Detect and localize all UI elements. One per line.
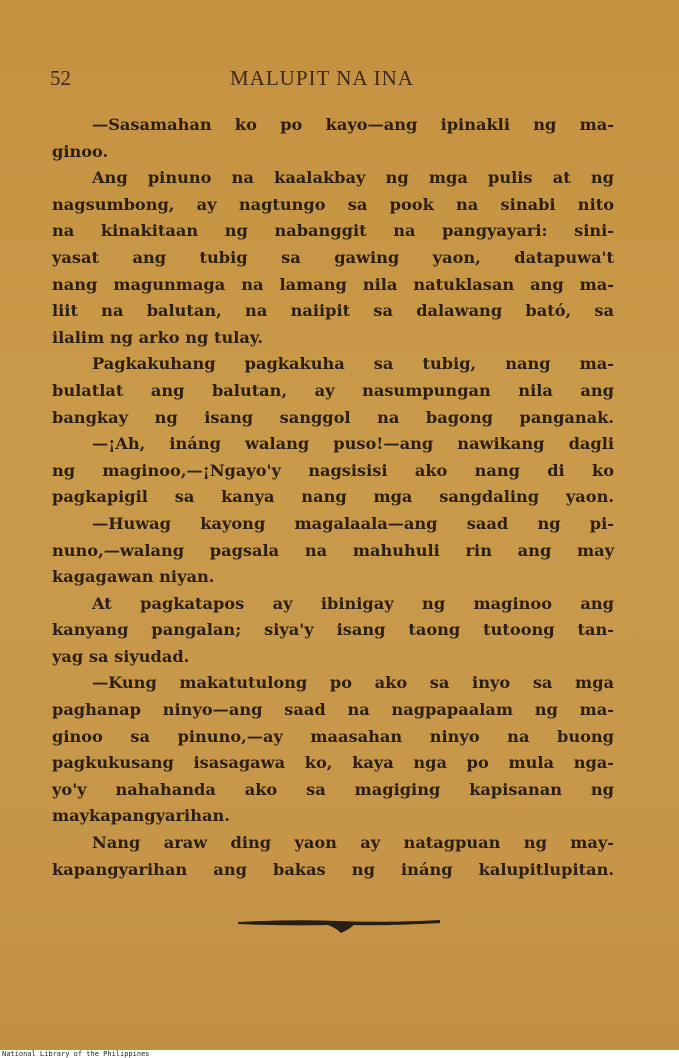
text-line: —Huwag kayong magalaala—ang saad ng pi- — [92, 513, 614, 533]
page-header — [50, 66, 640, 98]
text-line: Pagkakuhang pagkakuha sa tubig, nang ma- — [92, 354, 614, 374]
text-line: nagsumbong, ay nagtungo sa pook na sinabi nito — [52, 194, 614, 214]
text-line: —Kung makatutulong po ako sa inyo sa mga — [92, 673, 614, 693]
text-line: ng maginoo,—¡Ngayo'y nagsisisi ako nang di ko — [52, 460, 614, 480]
running-title: MALUPIT NA INA — [230, 66, 414, 90]
text-line: ilalim ng arko ng tulay. — [52, 327, 264, 347]
text-line: yasat ang tubig sa gawing yaon, datapuwa't — [52, 247, 614, 267]
tailpiece-ornament — [236, 910, 442, 934]
text-line: bangkay ng isang sanggol na bagong panganak. — [52, 407, 614, 427]
text-line: —Sasamahan ko po kayo—ang ipinakli ng ma- — [92, 115, 614, 134]
body-text — [52, 112, 614, 883]
text-line: kanyang pangalan; siya'y isang taong tutoong tan- — [52, 620, 614, 640]
page-number: 52 — [50, 66, 71, 90]
text-line: kagagawan niyan. — [52, 567, 215, 587]
text-line: Nang araw ding yaon ay natagpuan ng may- — [92, 833, 614, 853]
text-line: nuno,—walang pagsala na mahuhuli rin ang may — [52, 540, 614, 560]
text-line: At pagkatapos ay ibinigay ng maginoo ang — [92, 593, 614, 613]
text-line: pagkukusang isasagawa ko, kaya nga po mula nga- — [52, 753, 614, 773]
text-line: yo'y nahahanda ako sa magiging kapisanan ng — [52, 779, 614, 799]
text-line: bulatlat ang balutan, ay nasumpungan nila ang — [52, 380, 614, 400]
text-line: nang magunmaga na lamang nila natuklasan ang ma- — [52, 274, 614, 294]
text-line: kapangyarihan ang bakas ng ináng kalupitlupitan. — [52, 859, 614, 879]
text-line: na kinakitaan ng nabanggit na pangyayari: sini- — [52, 221, 614, 241]
source-footer: National Library of the Philippines — [2, 1050, 150, 1058]
text-line: ginoo sa pinuno,—ay maasahan ninyo na buong — [52, 726, 614, 746]
text-line: ginoo. — [52, 141, 109, 161]
text-line: maykapangyarihan. — [52, 806, 230, 826]
text-line: Ang pinuno na kaalakbay ng mga pulis at ng — [92, 168, 614, 188]
text-line: paghanap ninyo—ang saad na nagpapaalam ng ma- — [52, 700, 614, 720]
text-line: yag sa siyudad. — [52, 646, 190, 666]
text-line: pagkapigil sa kanya nang mga sangdaling yaon. — [52, 487, 614, 507]
text-line: liit na balutan, na naiipit sa dalawang bató, sa — [52, 301, 614, 321]
text-line: —¡Ah, ináng walang puso!—ang nawikang dagli — [92, 434, 614, 454]
